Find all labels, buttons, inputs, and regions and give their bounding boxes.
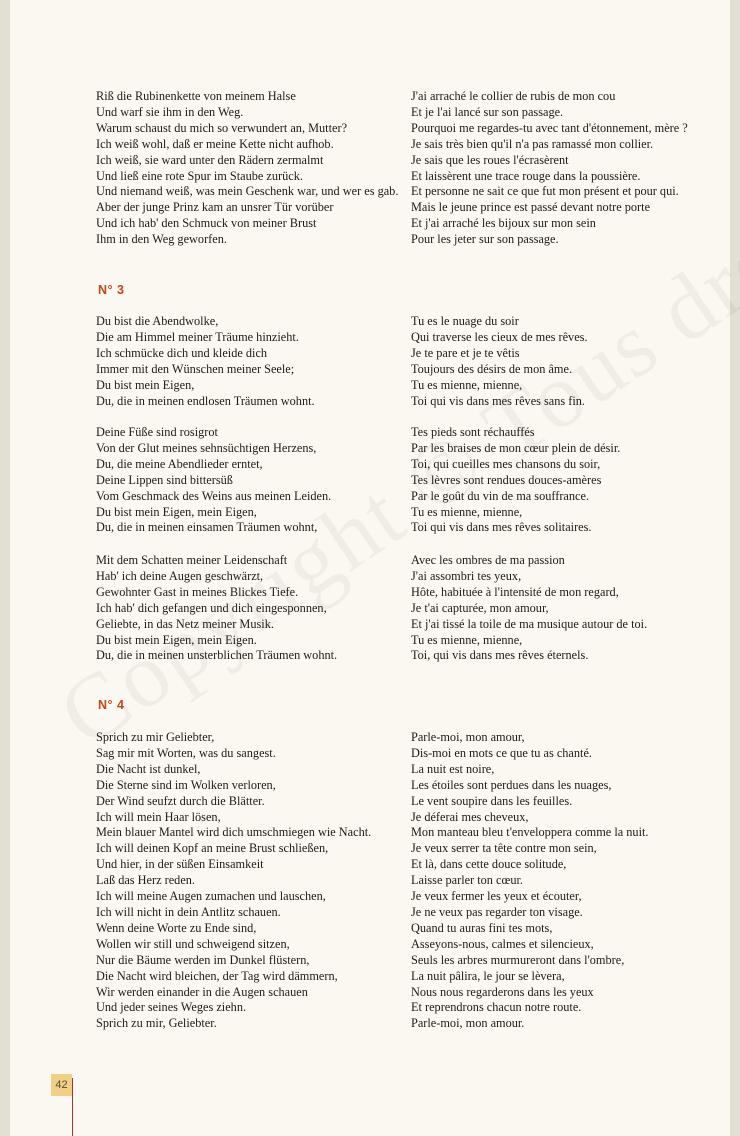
verse-line: Seuls les arbres murmureront dans l'ombre, [411,952,625,967]
verse-line: Mon manteau bleu t'enveloppera comme la nuit. [411,825,649,840]
verse-line: Ich will nicht in dein Antlitz schauen. [96,904,281,919]
verse-line: Et laissèrent une trace rouge dans la poussière. [411,168,641,183]
section-heading-no3: N° 3 [98,283,125,297]
verse-line: Sprich zu mir, Geliebter. [96,1016,217,1031]
verse-line: Sag mir mit Worten, was du sangest. [96,745,276,760]
stanza-3-german [96,425,331,536]
stanza-5-german [96,730,371,1032]
stanza-2-german [96,314,315,409]
verse-line: Je déferai mes cheveux, [411,809,529,824]
verse-line: Et reprendrons chacun notre route. [411,1000,582,1015]
stanza-4-french [411,553,647,664]
page-edge-left [0,0,10,1136]
verse-line: J'ai arraché le collier de rubis de mon cou [411,89,616,103]
verse-line: Et je l'ai lancé sur son passage. [411,104,564,119]
verse-line: Et j'ai tissé la toile de ma musique autour de toi. [411,616,648,631]
verse-line: Deine Füße sind rosigrot [96,425,218,439]
verse-line: Toujours des désirs de mon âme. [411,361,573,376]
verse-line: Du bist mein Eigen, mein Eigen, [96,504,257,519]
verse-line: Je veux serrer ta tête contre mon sein, [411,841,597,856]
verse-line: Hab' ich deine Augen geschwärzt, [96,568,264,583]
verse-line: Und ich hab' den Schmuck von meiner Brust [96,216,317,231]
verse-line: Du bist mein Eigen, mein Eigen. [96,632,257,647]
verse-line: Sprich zu mir Geliebter, [96,730,215,744]
verse-line: Parle-moi, mon amour. [411,1016,525,1031]
verse-line: Toi, qui cueilles mes chansons du soir, [411,456,601,471]
verse-line: Geliebte, in das Netz meiner Musik. [96,616,274,631]
stanza-1-german [96,89,398,248]
verse-line: Ich will meine Augen zumachen und lauschen, [96,889,326,904]
stanza-2-french [411,314,588,409]
verse-line: Und niemand weiß, was mein Geschenk war, und wer es gab. [96,184,399,199]
verse-line: Und ließ eine rote Spur im Staube zurück. [96,168,303,183]
verse-line: Et personne ne sait ce que fut mon présent et pour qui. [411,184,679,199]
verse-line: Vom Geschmack des Weins aus meinen Leiden. [96,488,332,503]
verse-line: Et j'ai arraché les bijoux sur mon sein [411,216,596,231]
verse-line: J'ai assombri tes yeux, [411,568,522,583]
verse-line: Je te pare et je te vêtis [411,345,520,360]
verse-line: Du, die in meinen einsamen Träumen wohnt, [96,520,318,535]
page-edge-right [730,0,740,1136]
verse-line: Gewohnter Gast in meines Blickes Tiefe. [96,584,299,599]
verse-line: Und warf sie ihm in den Weg. [96,104,244,119]
verse-line: Ich schmücke dich und kleide dich [96,345,268,360]
verse-line: Asseyons-nous, calmes et silencieux, [411,936,594,951]
stanza-4-german [96,553,337,664]
verse-line: Avec les ombres de ma passion [411,553,565,567]
verse-line: Et là, dans cette douce solitude, [411,857,567,872]
page-number: 42 [51,1074,72,1096]
verse-line: Aber der junge Prinz kam an unsrer Tür vorüber [96,200,334,215]
verse-line: Toi, qui vis dans mes rêves éternels. [411,648,589,663]
verse-line: Parle-moi, mon amour, [411,730,525,744]
section-heading-no4: N° 4 [98,698,125,712]
verse-line: Nous nous regarderons dans les yeux [411,984,594,999]
verse-line: Tes pieds sont réchauffés [411,425,535,439]
verse-line: Tu es mienne, mienne, [411,504,523,519]
verse-line: Du bist mein Eigen, [96,377,195,392]
verse-line: Du, die meine Abendlieder erntet, [96,456,263,471]
verse-line: Die Nacht wird bleichen, der Tag wird dämmern, [96,968,338,983]
verse-line: Immer mit den Wünschen meiner Seele; [96,361,295,376]
verse-line: Mais le jeune prince est passé devant notre porte [411,200,651,215]
verse-line: Je t'ai capturée, mon amour, [411,600,549,615]
verse-line: Toi qui vis dans mes rêves sans fin. [411,393,586,408]
verse-line: Nur die Bäume werden im Dunkel flüstern, [96,952,310,967]
verse-line: Deine Lippen sind bittersüß [96,472,233,487]
verse-line: Toi qui vis dans mes rêves solitaires. [411,520,592,535]
verse-line: Je ne veux pas regarder ton visage. [411,904,583,919]
verse-line: Du, die in meinen endlosen Träumen wohnt. [96,393,315,408]
verse-line: Ich will deinen Kopf an meine Brust schließen, [96,841,329,856]
verse-line: Mein blauer Mantel wird dich umschmiegen wie Nacht. [96,825,372,840]
verse-line: Je sais très bien qu'il n'a pas ramassé mon collier. [411,136,654,151]
verse-line: Ich will mein Haar lösen, [96,809,221,824]
verse-line: Du bist die Abendwolke, [96,314,219,328]
verse-line: Par les braises de mon cœur plein de désir. [411,440,621,455]
verse-line: Wir werden einander in die Augen schauen [96,984,308,999]
verse-line: Wenn deine Worte zu Ende sind, [96,920,257,935]
verse-line: Laß das Herz reden. [96,873,196,888]
verse-line: Die Sterne sind im Wolken verloren, [96,777,276,792]
verse-line: Ihm in den Weg geworfen. [96,232,227,247]
verse-line: Und jeder seines Weges ziehn. [96,1000,247,1015]
verse-line: La nuit est noire, [411,761,495,776]
verse-line: Le vent soupire dans les feuilles. [411,793,573,808]
verse-line: Die Nacht ist dunkel, [96,761,201,776]
verse-line: Je veux fermer les yeux et écouter, [411,889,582,904]
verse-line: Qui traverse les cieux de mes rêves. [411,329,588,344]
verse-line: Les étoiles sont perdues dans les nuages, [411,777,612,792]
verse-line: Pourquoi me regardes-tu avec tant d'étonnement, mère ? [411,120,688,135]
verse-line: Ich weiß, sie ward unter den Rädern zermalmt [96,152,324,167]
verse-line: Riß die Rubinenkette von meinem Halse [96,89,296,103]
verse-line: Wollen wir still und schweigend sitzen, [96,936,290,951]
verse-line: Dis-moi en mots ce que tu as chanté. [411,745,592,760]
verse-line: Ich weiß wohl, daß er meine Kette nicht aufhob. [96,136,334,151]
verse-line: Du, die in meinen unsterblichen Träumen wohnt. [96,648,338,663]
verse-line: Die am Himmel meiner Träume hinzieht. [96,329,299,344]
verse-line: Par le goût du vin de ma souffrance. [411,488,590,503]
verse-line: Hôte, habituée à l'intensité de mon regard, [411,584,619,599]
verse-line: Pour les jeter sur son passage. [411,232,559,247]
verse-line: Laisse parler ton cœur. [411,873,523,888]
verse-line: Warum schaust du mich so verwundert an, Mutter? [96,120,348,135]
verse-line: Tu es mienne, mienne, [411,632,523,647]
verse-line: Und hier, in der süßen Einsamkeit [96,857,264,872]
verse-line: Von der Glut meines sehnsüchtigen Herzens, [96,440,317,455]
gutter-line [72,1078,73,1136]
verse-line: Je sais que les roues l'écrasèrent [411,152,569,167]
stanza-1-french [411,89,688,248]
stanza-5-french [411,730,649,1032]
stanza-3-french [411,425,620,536]
verse-line: Der Wind seufzt durch die Blätter. [96,793,265,808]
verse-line: Tes lèvres sont rendues douces-amères [411,472,602,487]
verse-line: Tu es le nuage du soir [411,314,519,328]
verse-line: La nuit pâlira, le jour se lèvera, [411,968,565,983]
verse-line: Tu es mienne, mienne, [411,377,523,392]
verse-line: Quand tu auras fini tes mots, [411,920,553,935]
verse-line: Ich hab' dich gefangen und dich eingesponnen, [96,600,327,615]
verse-line: Mit dem Schatten meiner Leidenschaft [96,553,288,567]
